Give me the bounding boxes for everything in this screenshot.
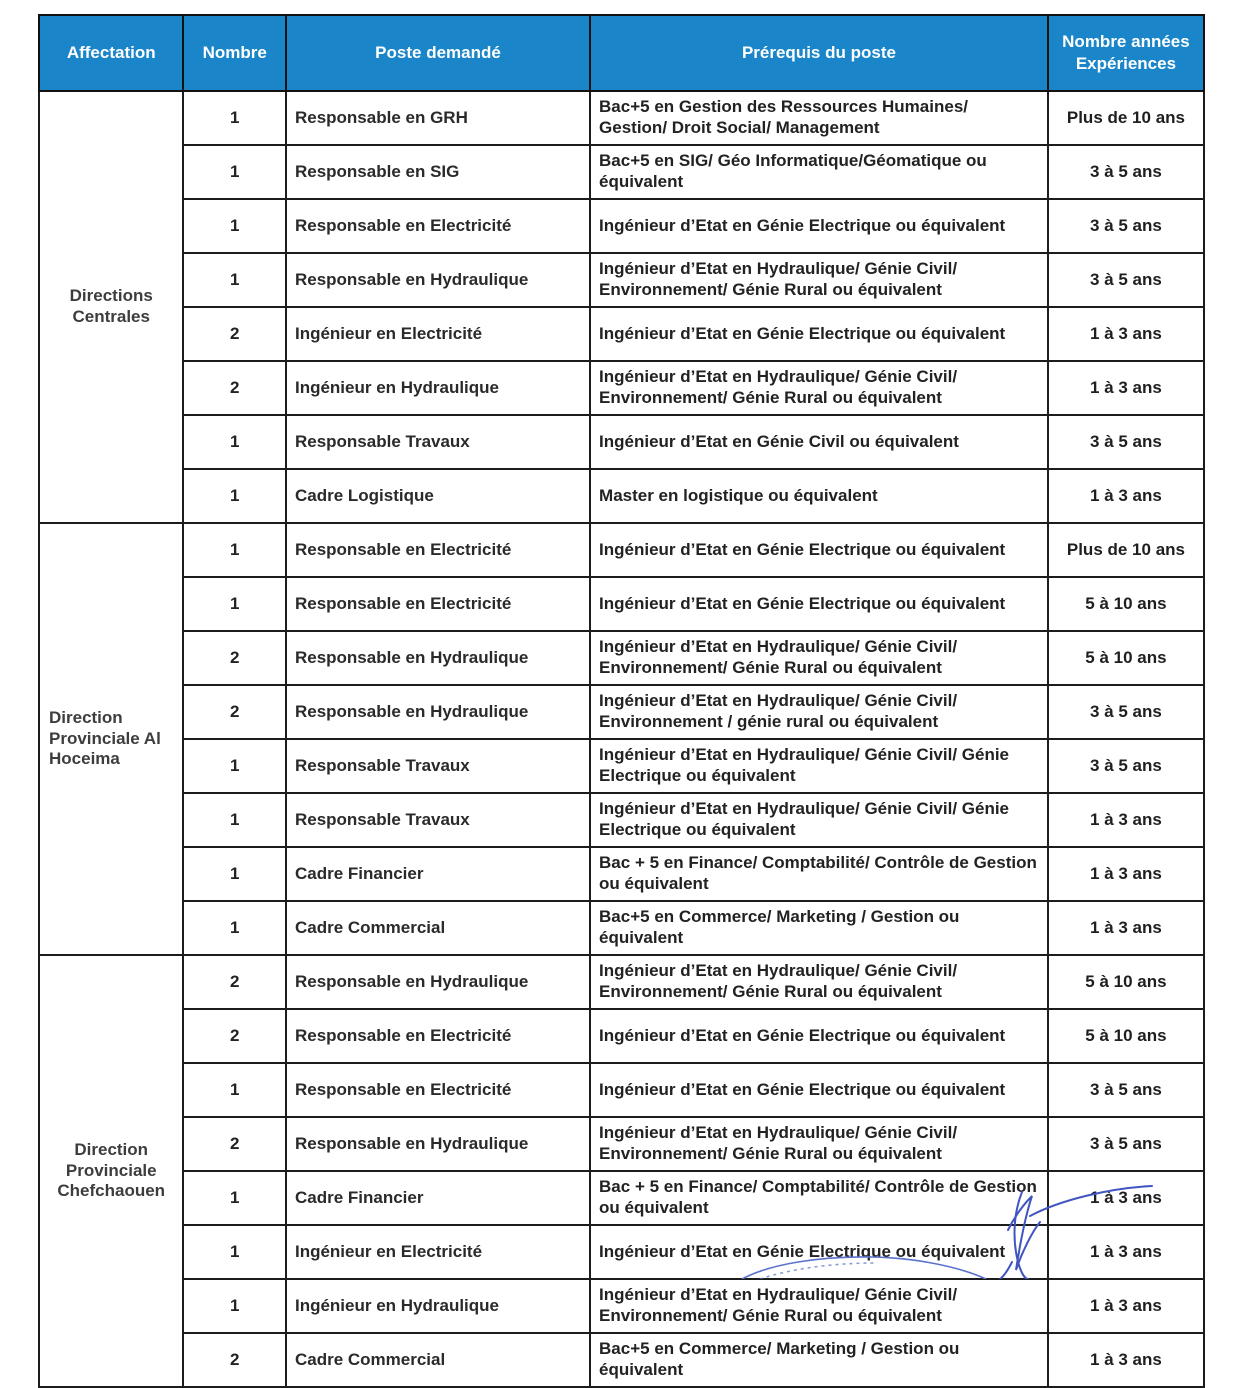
prerequis-cell: Bac + 5 en Finance/ Comptabilité/ Contrôle de Gestion ou équivalent bbox=[590, 847, 1048, 901]
nombre-cell: 1 bbox=[183, 1279, 286, 1333]
column-header-experience: Nombre années Expériences bbox=[1048, 15, 1204, 91]
table-row bbox=[39, 1171, 1204, 1225]
prerequis-cell: Bac+5 en SIG/ Géo Informatique/Géomatique ou équivalent bbox=[590, 145, 1048, 199]
experience-cell: 1 à 3 ans bbox=[1048, 1171, 1204, 1225]
poste-cell: Responsable Travaux bbox=[286, 739, 590, 793]
prerequis-cell: Ingénieur d’Etat en Génie Electrique ou équivalent bbox=[590, 1225, 1048, 1279]
prerequis-cell: Ingénieur d’Etat en Génie Electrique ou équivalent bbox=[590, 307, 1048, 361]
experience-cell: 1 à 3 ans bbox=[1048, 793, 1204, 847]
nombre-cell: 1 bbox=[183, 793, 286, 847]
prerequis-cell: Ingénieur d’Etat en Génie Electrique ou équivalent bbox=[590, 1009, 1048, 1063]
poste-cell: Responsable en Hydraulique bbox=[286, 631, 590, 685]
table-row bbox=[39, 307, 1204, 361]
nombre-cell: 1 bbox=[183, 523, 286, 577]
prerequis-cell: Master en logistique ou équivalent bbox=[590, 469, 1048, 523]
table-row bbox=[39, 631, 1204, 685]
nombre-cell: 2 bbox=[183, 1333, 286, 1387]
nombre-cell: 1 bbox=[183, 1171, 286, 1225]
table-header bbox=[39, 15, 1204, 91]
poste-cell: Responsable en Electricité bbox=[286, 1009, 590, 1063]
recruitment-table bbox=[38, 14, 1205, 1388]
nombre-cell: 1 bbox=[183, 1225, 286, 1279]
poste-cell: Cadre Commercial bbox=[286, 1333, 590, 1387]
experience-cell: 3 à 5 ans bbox=[1048, 199, 1204, 253]
nombre-cell: 1 bbox=[183, 901, 286, 955]
experience-cell: 1 à 3 ans bbox=[1048, 1279, 1204, 1333]
prerequis-cell: Ingénieur d’Etat en Hydraulique/ Génie Civil/ Environnement/ Génie Rural ou équivalent bbox=[590, 361, 1048, 415]
table-row bbox=[39, 901, 1204, 955]
poste-cell: Cadre Financier bbox=[286, 1171, 590, 1225]
poste-cell: Ingénieur en Electricité bbox=[286, 307, 590, 361]
table-row bbox=[39, 577, 1204, 631]
experience-cell: 3 à 5 ans bbox=[1048, 685, 1204, 739]
poste-cell: Responsable en Electricité bbox=[286, 199, 590, 253]
table-row bbox=[39, 1063, 1204, 1117]
poste-cell: Ingénieur en Hydraulique bbox=[286, 1279, 590, 1333]
prerequis-cell: Ingénieur d’Etat en Génie Electrique ou équivalent bbox=[590, 523, 1048, 577]
poste-cell: Cadre Financier bbox=[286, 847, 590, 901]
affectation-cell: Direction Provinciale Chefchaouen bbox=[39, 955, 183, 1387]
header-row bbox=[39, 15, 1204, 91]
poste-cell: Responsable en Hydraulique bbox=[286, 685, 590, 739]
poste-cell: Ingénieur en Hydraulique bbox=[286, 361, 590, 415]
table-row bbox=[39, 91, 1204, 145]
prerequis-cell: Ingénieur d’Etat en Hydraulique/ Génie Civil/ Environnement/ Génie Rural ou équivalent bbox=[590, 631, 1048, 685]
table-row bbox=[39, 1117, 1204, 1171]
table-row bbox=[39, 145, 1204, 199]
table-row bbox=[39, 1009, 1204, 1063]
poste-cell: Responsable en Hydraulique bbox=[286, 955, 590, 1009]
experience-cell: 3 à 5 ans bbox=[1048, 253, 1204, 307]
column-header-affectation: Affectation bbox=[39, 15, 183, 91]
table-row bbox=[39, 793, 1204, 847]
poste-cell: Responsable en Hydraulique bbox=[286, 1117, 590, 1171]
poste-cell: Responsable en Electricité bbox=[286, 523, 590, 577]
nombre-cell: 1 bbox=[183, 91, 286, 145]
nombre-cell: 1 bbox=[183, 1063, 286, 1117]
affectation-cell: Directions Centrales bbox=[39, 91, 183, 523]
poste-cell: Cadre Commercial bbox=[286, 901, 590, 955]
prerequis-cell: Bac+5 en Commerce/ Marketing / Gestion ou équivalent bbox=[590, 1333, 1048, 1387]
poste-cell: Cadre Logistique bbox=[286, 469, 590, 523]
table-row bbox=[39, 1279, 1204, 1333]
experience-cell: 3 à 5 ans bbox=[1048, 739, 1204, 793]
poste-cell: Responsable en Electricité bbox=[286, 1063, 590, 1117]
prerequis-cell: Ingénieur d’Etat en Hydraulique/ Génie Civil/ Génie Electrique ou équivalent bbox=[590, 739, 1048, 793]
table-row bbox=[39, 1225, 1204, 1279]
experience-cell: 1 à 3 ans bbox=[1048, 469, 1204, 523]
nombre-cell: 1 bbox=[183, 145, 286, 199]
prerequis-cell: Bac+5 en Gestion des Ressources Humaines/ Gestion/ Droit Social/ Management bbox=[590, 91, 1048, 145]
table-row bbox=[39, 739, 1204, 793]
column-header-prerequis: Prérequis du poste bbox=[590, 15, 1048, 91]
experience-cell: 1 à 3 ans bbox=[1048, 1333, 1204, 1387]
experience-cell: 5 à 10 ans bbox=[1048, 577, 1204, 631]
table-body bbox=[39, 91, 1204, 1387]
prerequis-cell: Ingénieur d’Etat en Hydraulique/ Génie Civil/ Environnement/ Génie Rural ou équivalent bbox=[590, 253, 1048, 307]
experience-cell: 1 à 3 ans bbox=[1048, 361, 1204, 415]
column-header-nombre: Nombre bbox=[183, 15, 286, 91]
prerequis-cell: Ingénieur d’Etat en Génie Electrique ou équivalent bbox=[590, 1063, 1048, 1117]
affectation-cell: Direction Provinciale Al Hoceima bbox=[39, 523, 183, 955]
table-row bbox=[39, 685, 1204, 739]
table-row bbox=[39, 955, 1204, 1009]
experience-cell: 1 à 3 ans bbox=[1048, 847, 1204, 901]
prerequis-cell: Ingénieur d’Etat en Hydraulique/ Génie Civil/ Environnement / génie rural ou équivalent bbox=[590, 685, 1048, 739]
prerequis-cell: Ingénieur d’Etat en Hydraulique/ Génie Civil/ Environnement/ Génie Rural ou équivalent bbox=[590, 1279, 1048, 1333]
nombre-cell: 2 bbox=[183, 361, 286, 415]
nombre-cell: 1 bbox=[183, 739, 286, 793]
experience-cell: 3 à 5 ans bbox=[1048, 1063, 1204, 1117]
prerequis-cell: Ingénieur d’Etat en Hydraulique/ Génie Civil/ Environnement/ Génie Rural ou équivalent bbox=[590, 1117, 1048, 1171]
nombre-cell: 2 bbox=[183, 631, 286, 685]
experience-cell: Plus de 10 ans bbox=[1048, 523, 1204, 577]
experience-cell: Plus de 10 ans bbox=[1048, 91, 1204, 145]
poste-cell: Responsable en GRH bbox=[286, 91, 590, 145]
experience-cell: 5 à 10 ans bbox=[1048, 631, 1204, 685]
experience-cell: 3 à 5 ans bbox=[1048, 1117, 1204, 1171]
poste-cell: Ingénieur en Electricité bbox=[286, 1225, 590, 1279]
table-row bbox=[39, 469, 1204, 523]
nombre-cell: 1 bbox=[183, 415, 286, 469]
prerequis-cell: Bac + 5 en Finance/ Comptabilité/ Contrôle de Gestion ou équivalent bbox=[590, 1171, 1048, 1225]
nombre-cell: 2 bbox=[183, 1117, 286, 1171]
nombre-cell: 1 bbox=[183, 199, 286, 253]
document-page bbox=[38, 14, 1205, 1388]
prerequis-cell: Bac+5 en Commerce/ Marketing / Gestion ou équivalent bbox=[590, 901, 1048, 955]
table-row bbox=[39, 415, 1204, 469]
column-header-poste-demande: Poste demandé bbox=[286, 15, 590, 91]
prerequis-cell: Ingénieur d’Etat en Génie Civil ou équivalent bbox=[590, 415, 1048, 469]
nombre-cell: 1 bbox=[183, 847, 286, 901]
poste-cell: Responsable en Hydraulique bbox=[286, 253, 590, 307]
poste-cell: Responsable Travaux bbox=[286, 415, 590, 469]
experience-cell: 5 à 10 ans bbox=[1048, 955, 1204, 1009]
nombre-cell: 2 bbox=[183, 955, 286, 1009]
poste-cell: Responsable en SIG bbox=[286, 145, 590, 199]
nombre-cell: 2 bbox=[183, 307, 286, 361]
table-row bbox=[39, 847, 1204, 901]
nombre-cell: 1 bbox=[183, 253, 286, 307]
prerequis-cell: Ingénieur d’Etat en Génie Electrique ou équivalent bbox=[590, 199, 1048, 253]
nombre-cell: 1 bbox=[183, 577, 286, 631]
table-row bbox=[39, 1333, 1204, 1387]
nombre-cell: 1 bbox=[183, 469, 286, 523]
experience-cell: 3 à 5 ans bbox=[1048, 415, 1204, 469]
experience-cell: 3 à 5 ans bbox=[1048, 145, 1204, 199]
table-row bbox=[39, 199, 1204, 253]
nombre-cell: 2 bbox=[183, 685, 286, 739]
experience-cell: 5 à 10 ans bbox=[1048, 1009, 1204, 1063]
poste-cell: Responsable en Electricité bbox=[286, 577, 590, 631]
poste-cell: Responsable Travaux bbox=[286, 793, 590, 847]
nombre-cell: 2 bbox=[183, 1009, 286, 1063]
table-row bbox=[39, 253, 1204, 307]
table-row bbox=[39, 361, 1204, 415]
prerequis-cell: Ingénieur d’Etat en Hydraulique/ Génie Civil/ Génie Electrique ou équivalent bbox=[590, 793, 1048, 847]
table-row bbox=[39, 523, 1204, 577]
experience-cell: 1 à 3 ans bbox=[1048, 1225, 1204, 1279]
prerequis-cell: Ingénieur d’Etat en Génie Electrique ou équivalent bbox=[590, 577, 1048, 631]
experience-cell: 1 à 3 ans bbox=[1048, 901, 1204, 955]
prerequis-cell: Ingénieur d’Etat en Hydraulique/ Génie Civil/ Environnement/ Génie Rural ou équivalent bbox=[590, 955, 1048, 1009]
experience-cell: 1 à 3 ans bbox=[1048, 307, 1204, 361]
